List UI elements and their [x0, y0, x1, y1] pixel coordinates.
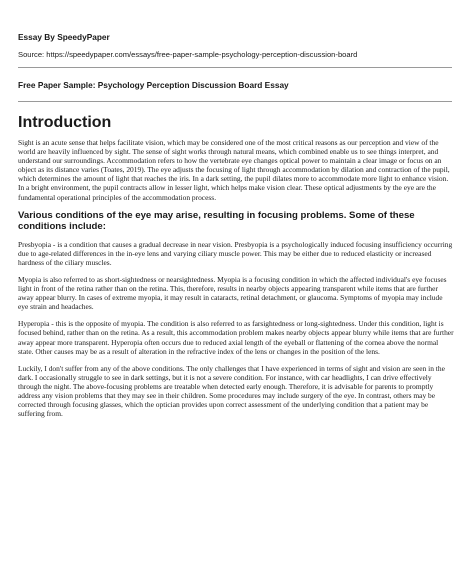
site-title: Essay By SpeedyPaper	[18, 32, 110, 42]
paper-title: Free Paper Sample: Psychology Perception Discussion Board Essay	[18, 80, 289, 90]
document-body	[18, 138, 454, 426]
divider-bottom	[18, 101, 452, 102]
introduction-heading: Introduction	[18, 114, 112, 131]
divider-top	[18, 67, 452, 68]
paragraph-hyperopia: Hyperopia - this is the opposite of myopia. The condition is also referred to as farsightedness or long-sightedness. Under this condition, light is focused behind, rather than on the retina. As a result, this accommodation problem makes nearby objects appear blurry while items that are further away appear more transparent. Hyperopia often occurs due to reduced axial length of the eyeball or flattening of the cornea above the normal state. Other causes may be as a result of alteration in the refractive index of the lens or changes in the position of the lens.	[18, 319, 454, 356]
conditions-heading: Various conditions of the eye may arise, resulting in focusing problems. Some of these conditions include:	[18, 209, 415, 233]
paragraph-personal-experience: Luckily, I don't suffer from any of the above conditions. The only challenges that I have experienced in terms of sight and vision are seen in the dark. I occasionally struggle to see in dark settings, but it is not a severe condition. For instance, with car headlights, I can drive effectively through the night. The above-focusing problems are treatable when detected early enough. Therefore, it is advisable for parents to promptly address any vision problems that they may see in their children. Some procedures may include surgery of the eye. In contrast, others may be corrected through focusing glasses, which the optician provides upon correct assessment of the underlying condition that a patient may be suffering from.	[18, 363, 445, 419]
source-line: Source: https://speedypaper.com/essays/free-paper-sample-psychology-perception-discussion-board	[18, 50, 358, 59]
paragraph-presbyopia: Presbyopia - is a condition that causes a gradual decrease in near vision. Presbyopia is a psychologically induced focusing insufficiency occurring due to age-related differences in the in-eye lens and varying ciliary muscle power. This may be either due to reduced elasticity or increased hardness of the ciliary muscles.	[18, 239, 453, 267]
introduction-paragraph: Sight is an acute sense that helps facilitate vision, which may be considered one of the most critical reasons as our perception and view of the world are heavily influenced by sight. The sense of sight works through natural means, which combined enable us to see things interpret, and understand our surroundings. Accommodation refers to how the vertebrate eye changes optical power to maintain a clear image or focus on an object as its distance varies (Toates, 2019). The eye adjusts the focusing of light through accommodation by dilation and contraction of the pupil, which determines the amount of light that reaches the iris. In a dark setting, the pupil dilates more to accommodate more light to enhance vision. In a bright environment, the pupil contracts allow in lesser light, which helps make vision clear. These optical adjustments by the eye are the fundamental operational principles of the accommodation process.	[18, 138, 450, 202]
paragraph-myopia: Myopia is also referred to as short-sightedness or nearsightedness. Myopia is a focusing condition in which the affected individual's eye focuses light in front of the retina rather than on the retina. This, therefore, results in nearby objects appearing transparent while items that are further away appear blurry. In cases of extreme myopia, it may result in cataracts, retinal detachment, or glaucoma. Symptoms of myopia may include eye strain and headaches.	[18, 274, 447, 312]
